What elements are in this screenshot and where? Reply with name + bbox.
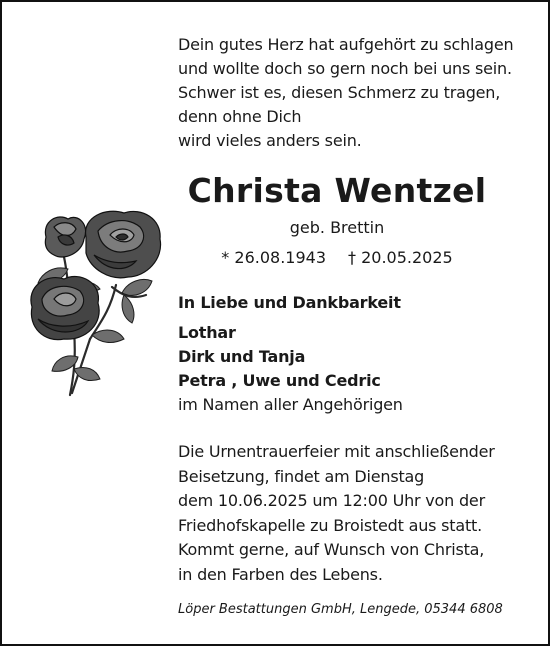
mourner-name: Lothar: [178, 323, 236, 342]
ceremony-line: Beisetzung, findet am Dienstag: [178, 466, 425, 486]
death-date: † 20.05.2025: [348, 248, 453, 267]
roses-icon: [24, 207, 169, 402]
poem: [178, 33, 513, 153]
mourners: [178, 291, 403, 417]
ceremony-line: Die Urnentrauerfeier mit anschließender: [178, 442, 495, 461]
poem-line: und wollte doch so gern noch bei uns sein.: [178, 59, 512, 78]
poem-line: wird vieles anders sein.: [178, 131, 362, 150]
ceremony-line: Friedhofskapelle zu Broistedt aus statt.: [178, 515, 483, 535]
birth-date: * 26.08.1943: [221, 248, 326, 267]
ceremony-line: Kommt gerne, auf Wunsch von Christa,: [178, 540, 485, 559]
ceremony-details: [178, 440, 495, 587]
mourners-closing: im Namen aller Angehörigen: [178, 395, 403, 414]
undertaker-footer: Löper Bestattungen GmbH, Lengede, 05344 6808: [178, 602, 503, 617]
poem-line: denn ohne Dich: [178, 107, 302, 126]
life-dates: [152, 246, 522, 270]
ceremony-line: dem 10.06.2025 um 12:00 Uhr von der: [178, 491, 485, 510]
poem-line: Schwer ist es, diesen Schmerz zu tragen,: [178, 83, 501, 102]
deceased-name: Christa Wentzel: [187, 171, 487, 210]
mourners-heading: In Liebe und Dankbarkeit: [178, 293, 401, 312]
mourner-name: Petra , Uwe und Cedric: [178, 371, 381, 390]
ceremony-line: in den Farben des Lebens.: [178, 564, 383, 584]
birth-name: geb. Brettin: [289, 218, 385, 237]
mourner-name: Dirk und Tanja: [178, 347, 306, 366]
poem-line: Dein gutes Herz hat aufgehört zu schlagen: [178, 35, 514, 54]
